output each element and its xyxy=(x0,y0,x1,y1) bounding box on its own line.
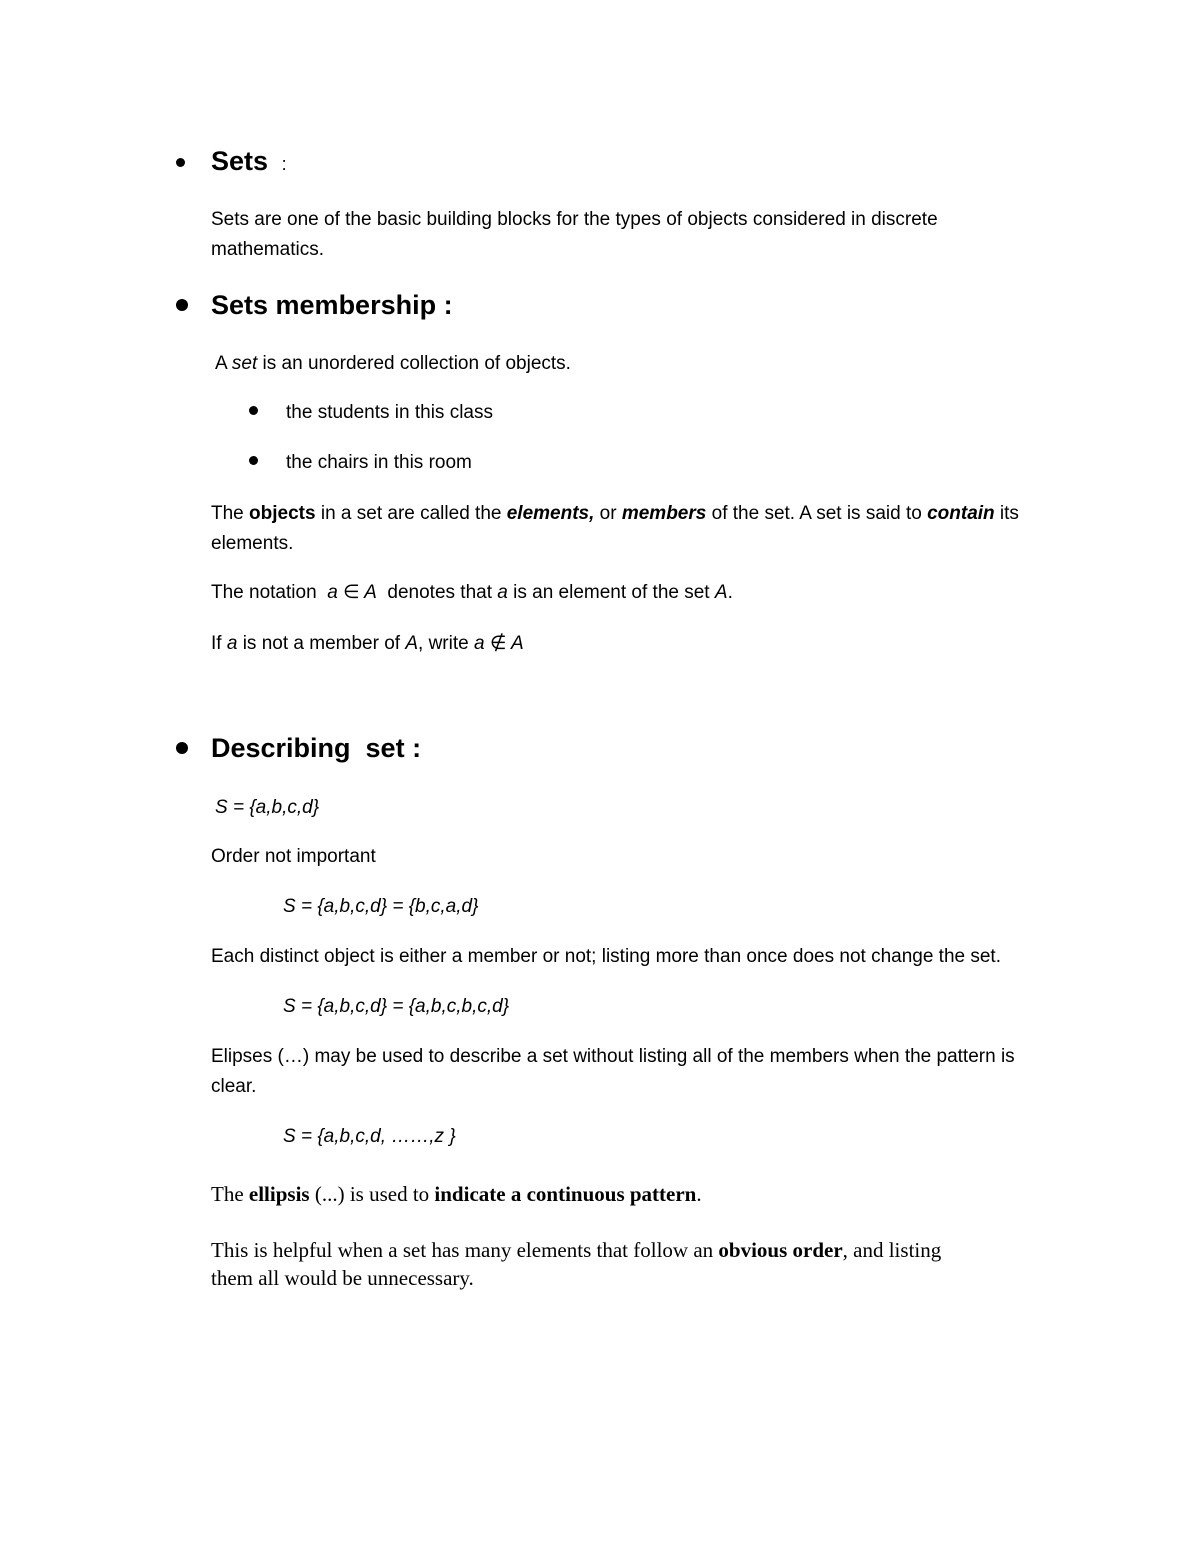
elements-text-1: The xyxy=(211,503,250,524)
elements-text-5: its xyxy=(994,503,1019,524)
example-item-2: the chairs in this room xyxy=(286,452,472,473)
def-text-rest: is an unordered collection of objects. xyxy=(257,353,571,374)
example-item-1: the students in this class xyxy=(286,402,493,423)
ellipsis-term: ellipsis xyxy=(248,1182,310,1206)
ellipsis-text-2: (...) is used to xyxy=(309,1182,435,1206)
notation-expression: a ∈ A xyxy=(327,582,377,603)
heading-membership: Sets membership : xyxy=(211,290,453,320)
distinct-object-text: Each distinct object is either a member or not; listing more than once does not change the set. xyxy=(211,946,1001,967)
elements-term-contain: contain xyxy=(927,503,995,524)
elements-text-4: of the set. A set is said to xyxy=(706,503,928,524)
heading-sets xyxy=(211,145,287,180)
notation-text-2: denotes that xyxy=(376,582,498,603)
set-def-expression: S = {a,b,c,d} xyxy=(215,797,320,818)
heading-bullet-sets xyxy=(176,158,185,167)
elipses-expression: S = {a,b,c,d, ……,z } xyxy=(283,1126,456,1147)
elements-text-3: or xyxy=(594,503,622,524)
sets-intro-line2: mathematics. xyxy=(211,239,324,260)
sets-intro-line1: Sets are one of the basic building blocks for the types of objects considered in discrete xyxy=(211,209,938,230)
helpful-text-2: , and listing xyxy=(842,1238,942,1262)
elements-definition-line1 xyxy=(211,502,1019,526)
ellipsis-text-1: The xyxy=(211,1182,249,1206)
order-expression: S = {a,b,c,d} = {b,c,a,d} xyxy=(283,896,479,917)
heading-bullet-membership xyxy=(176,299,188,311)
example-bullet-1 xyxy=(249,406,258,415)
order-not-important: Order not important xyxy=(211,846,376,867)
set-example-definition xyxy=(215,796,319,820)
notation-text-3: is an element of the set xyxy=(507,582,715,603)
notation-text-4: . xyxy=(727,582,733,603)
ellipsis-text-3: . xyxy=(696,1182,702,1206)
heading-bullet-describing xyxy=(176,742,188,754)
def-text-a: A xyxy=(215,353,232,374)
notation-var-A: A xyxy=(714,582,728,603)
distinct-expression-line xyxy=(283,995,509,1019)
helpful-line1 xyxy=(211,1237,941,1263)
continuous-pattern-term: indicate a continuous pattern xyxy=(434,1182,697,1206)
notmember-text-1: If xyxy=(211,633,227,654)
notation-var-a: a xyxy=(497,582,508,603)
set-definition xyxy=(215,352,571,376)
def-term-set: set xyxy=(231,353,258,374)
elipses-text-line1: Elipses (…) may be used to describe a set without listing all of the members when the pattern is xyxy=(211,1046,1015,1067)
elipses-text-line2: clear. xyxy=(211,1076,257,1097)
heading-sets-text: Sets xyxy=(211,146,269,176)
elements-term-objects: objects xyxy=(249,503,316,524)
not-member-line xyxy=(211,632,524,656)
elipses-expression-line xyxy=(283,1125,456,1149)
elements-definition-line2: elements. xyxy=(211,533,294,554)
notation-text-1: The notation xyxy=(211,582,328,603)
notmember-text-3: , write xyxy=(418,633,474,654)
heading-describing: Describing set : xyxy=(211,733,422,763)
heading-sets-separator: : xyxy=(281,154,287,174)
elements-term-elements: elements, xyxy=(506,503,595,524)
notmember-var-A: A xyxy=(405,633,419,654)
ellipsis-pattern-line xyxy=(211,1181,702,1207)
helpful-text-1: This is helpful when a set has many elements that follow an xyxy=(211,1238,719,1262)
distinct-expression: S = {a,b,c,d} = {a,b,c,b,c,d} xyxy=(283,996,510,1017)
order-expression-line xyxy=(283,895,478,919)
notmember-expression: a ∉ A xyxy=(473,633,524,654)
helpful-line2: them all would be unnecessary. xyxy=(211,1266,474,1290)
notmember-var-a: a xyxy=(226,633,238,654)
elements-text-2: in a set are called the xyxy=(315,503,507,524)
example-bullet-2 xyxy=(249,456,258,465)
notation-line xyxy=(211,581,733,605)
notmember-text-2: is not a member of xyxy=(237,633,406,654)
elements-term-members: members xyxy=(621,503,707,524)
obvious-order-term: obvious order xyxy=(718,1238,843,1262)
